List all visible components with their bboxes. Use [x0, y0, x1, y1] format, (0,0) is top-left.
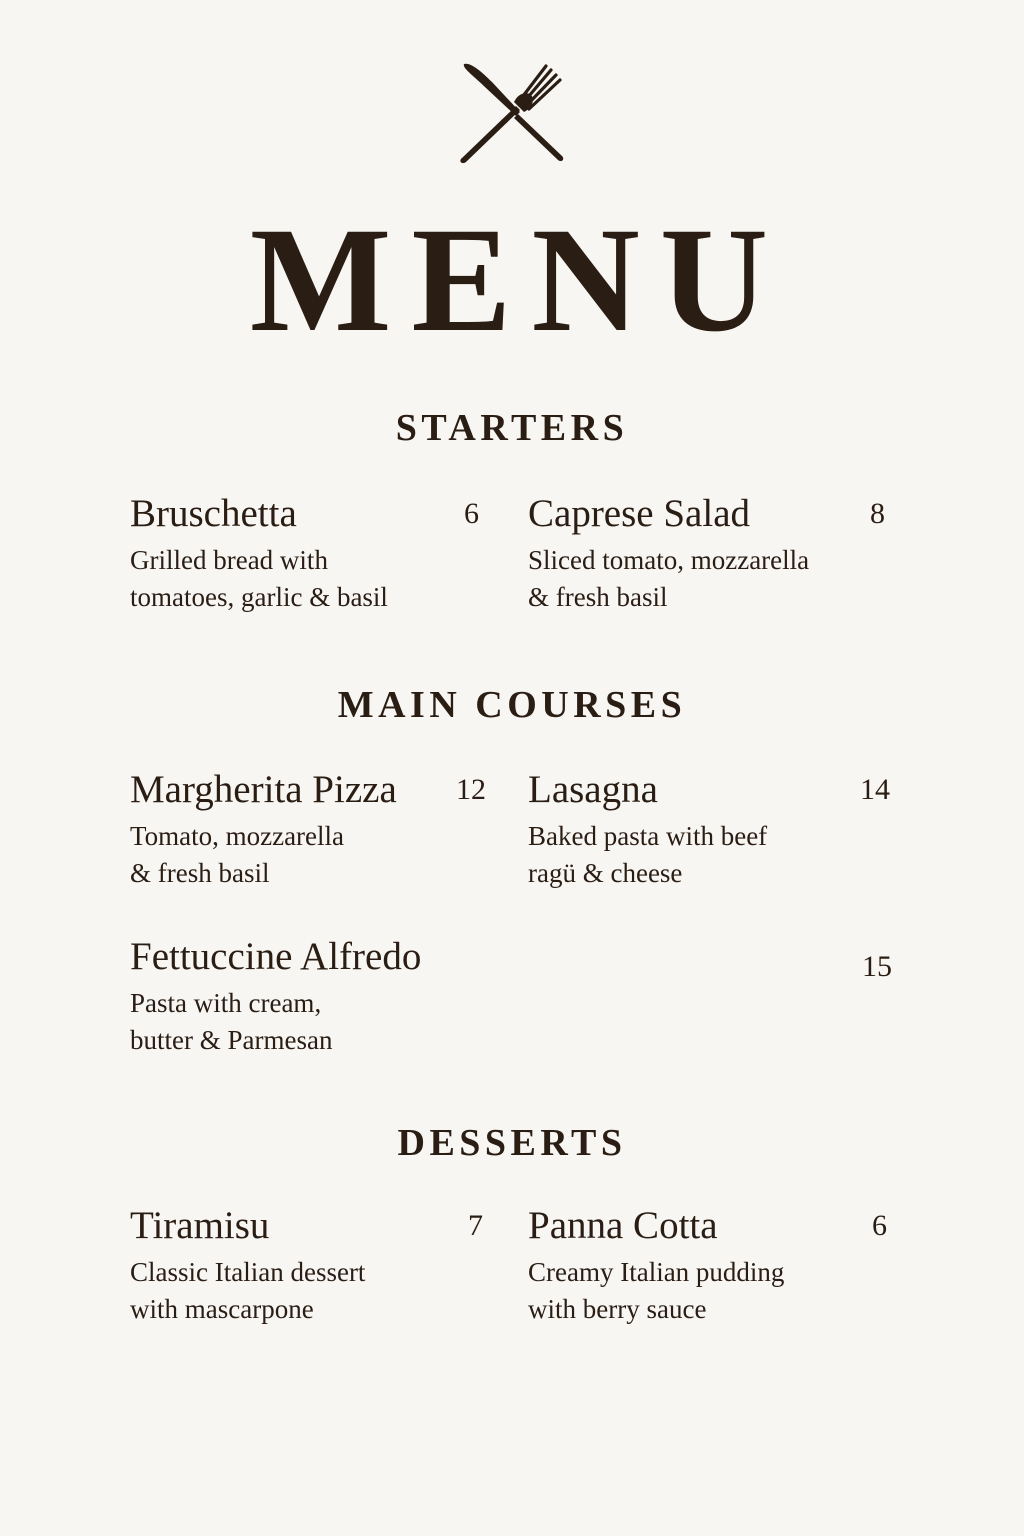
item-name: Tiramisu [130, 1204, 270, 1247]
section-heading-main-courses: MAIN COURSES [337, 684, 687, 726]
menu-title: MENU [249, 197, 789, 363]
item-description-line: Tomato, mozzarella [130, 821, 345, 851]
item-name: Bruschetta [130, 492, 297, 535]
item-description-line: Classic Italian dessert [130, 1257, 366, 1287]
item-name: Lasagna [528, 768, 658, 811]
item-description-line: Grilled bread with [130, 545, 328, 575]
item-description-line: with mascarpone [130, 1294, 314, 1324]
item-description [528, 1254, 888, 1328]
item-name: Panna Cotta [528, 1204, 718, 1247]
item-description-line: Pasta with cream, [130, 988, 322, 1018]
item-description-line: butter & Parmesan [130, 1025, 333, 1055]
item-description-line: Creamy Italian pudding [528, 1257, 785, 1287]
item-description [528, 818, 888, 892]
menu-item [130, 492, 490, 616]
section-heading-starters: STARTERS [395, 407, 629, 449]
item-description-line: & fresh basil [130, 858, 270, 888]
item-description-line: tomatoes, garlic & basil [130, 582, 388, 612]
item-price: 6 [464, 497, 479, 530]
menu-item [130, 1204, 490, 1328]
item-name: Fettuccine Alfredo [130, 935, 422, 978]
item-price: 15 [862, 950, 892, 983]
item-description [130, 542, 490, 616]
item-name: Margherita Pizza [130, 768, 397, 811]
item-price: 7 [468, 1209, 483, 1242]
item-name: Caprese Salad [528, 492, 751, 535]
item-price: 8 [870, 497, 885, 530]
item-description [130, 985, 900, 1059]
item-description-line: Baked pasta with beef [528, 821, 768, 851]
menu-item [528, 1204, 888, 1328]
item-price: 6 [872, 1209, 887, 1242]
item-description-line: ragü & cheese [528, 858, 683, 888]
menu-item [528, 768, 888, 892]
menu-item [130, 935, 900, 1059]
item-description [130, 1254, 490, 1328]
item-description-line: with berry sauce [528, 1294, 707, 1324]
item-price: 12 [456, 773, 486, 806]
item-description-line: Sliced tomato, mozzarella [528, 545, 810, 575]
menu-item [528, 492, 888, 616]
section-heading-desserts: DESSERTS [397, 1122, 627, 1164]
item-price: 14 [860, 773, 890, 806]
crossed-fork-knife-icon [458, 58, 568, 168]
item-description [528, 542, 888, 616]
item-description [130, 818, 490, 892]
menu-item [130, 768, 490, 892]
item-description-line: & fresh basil [528, 582, 668, 612]
